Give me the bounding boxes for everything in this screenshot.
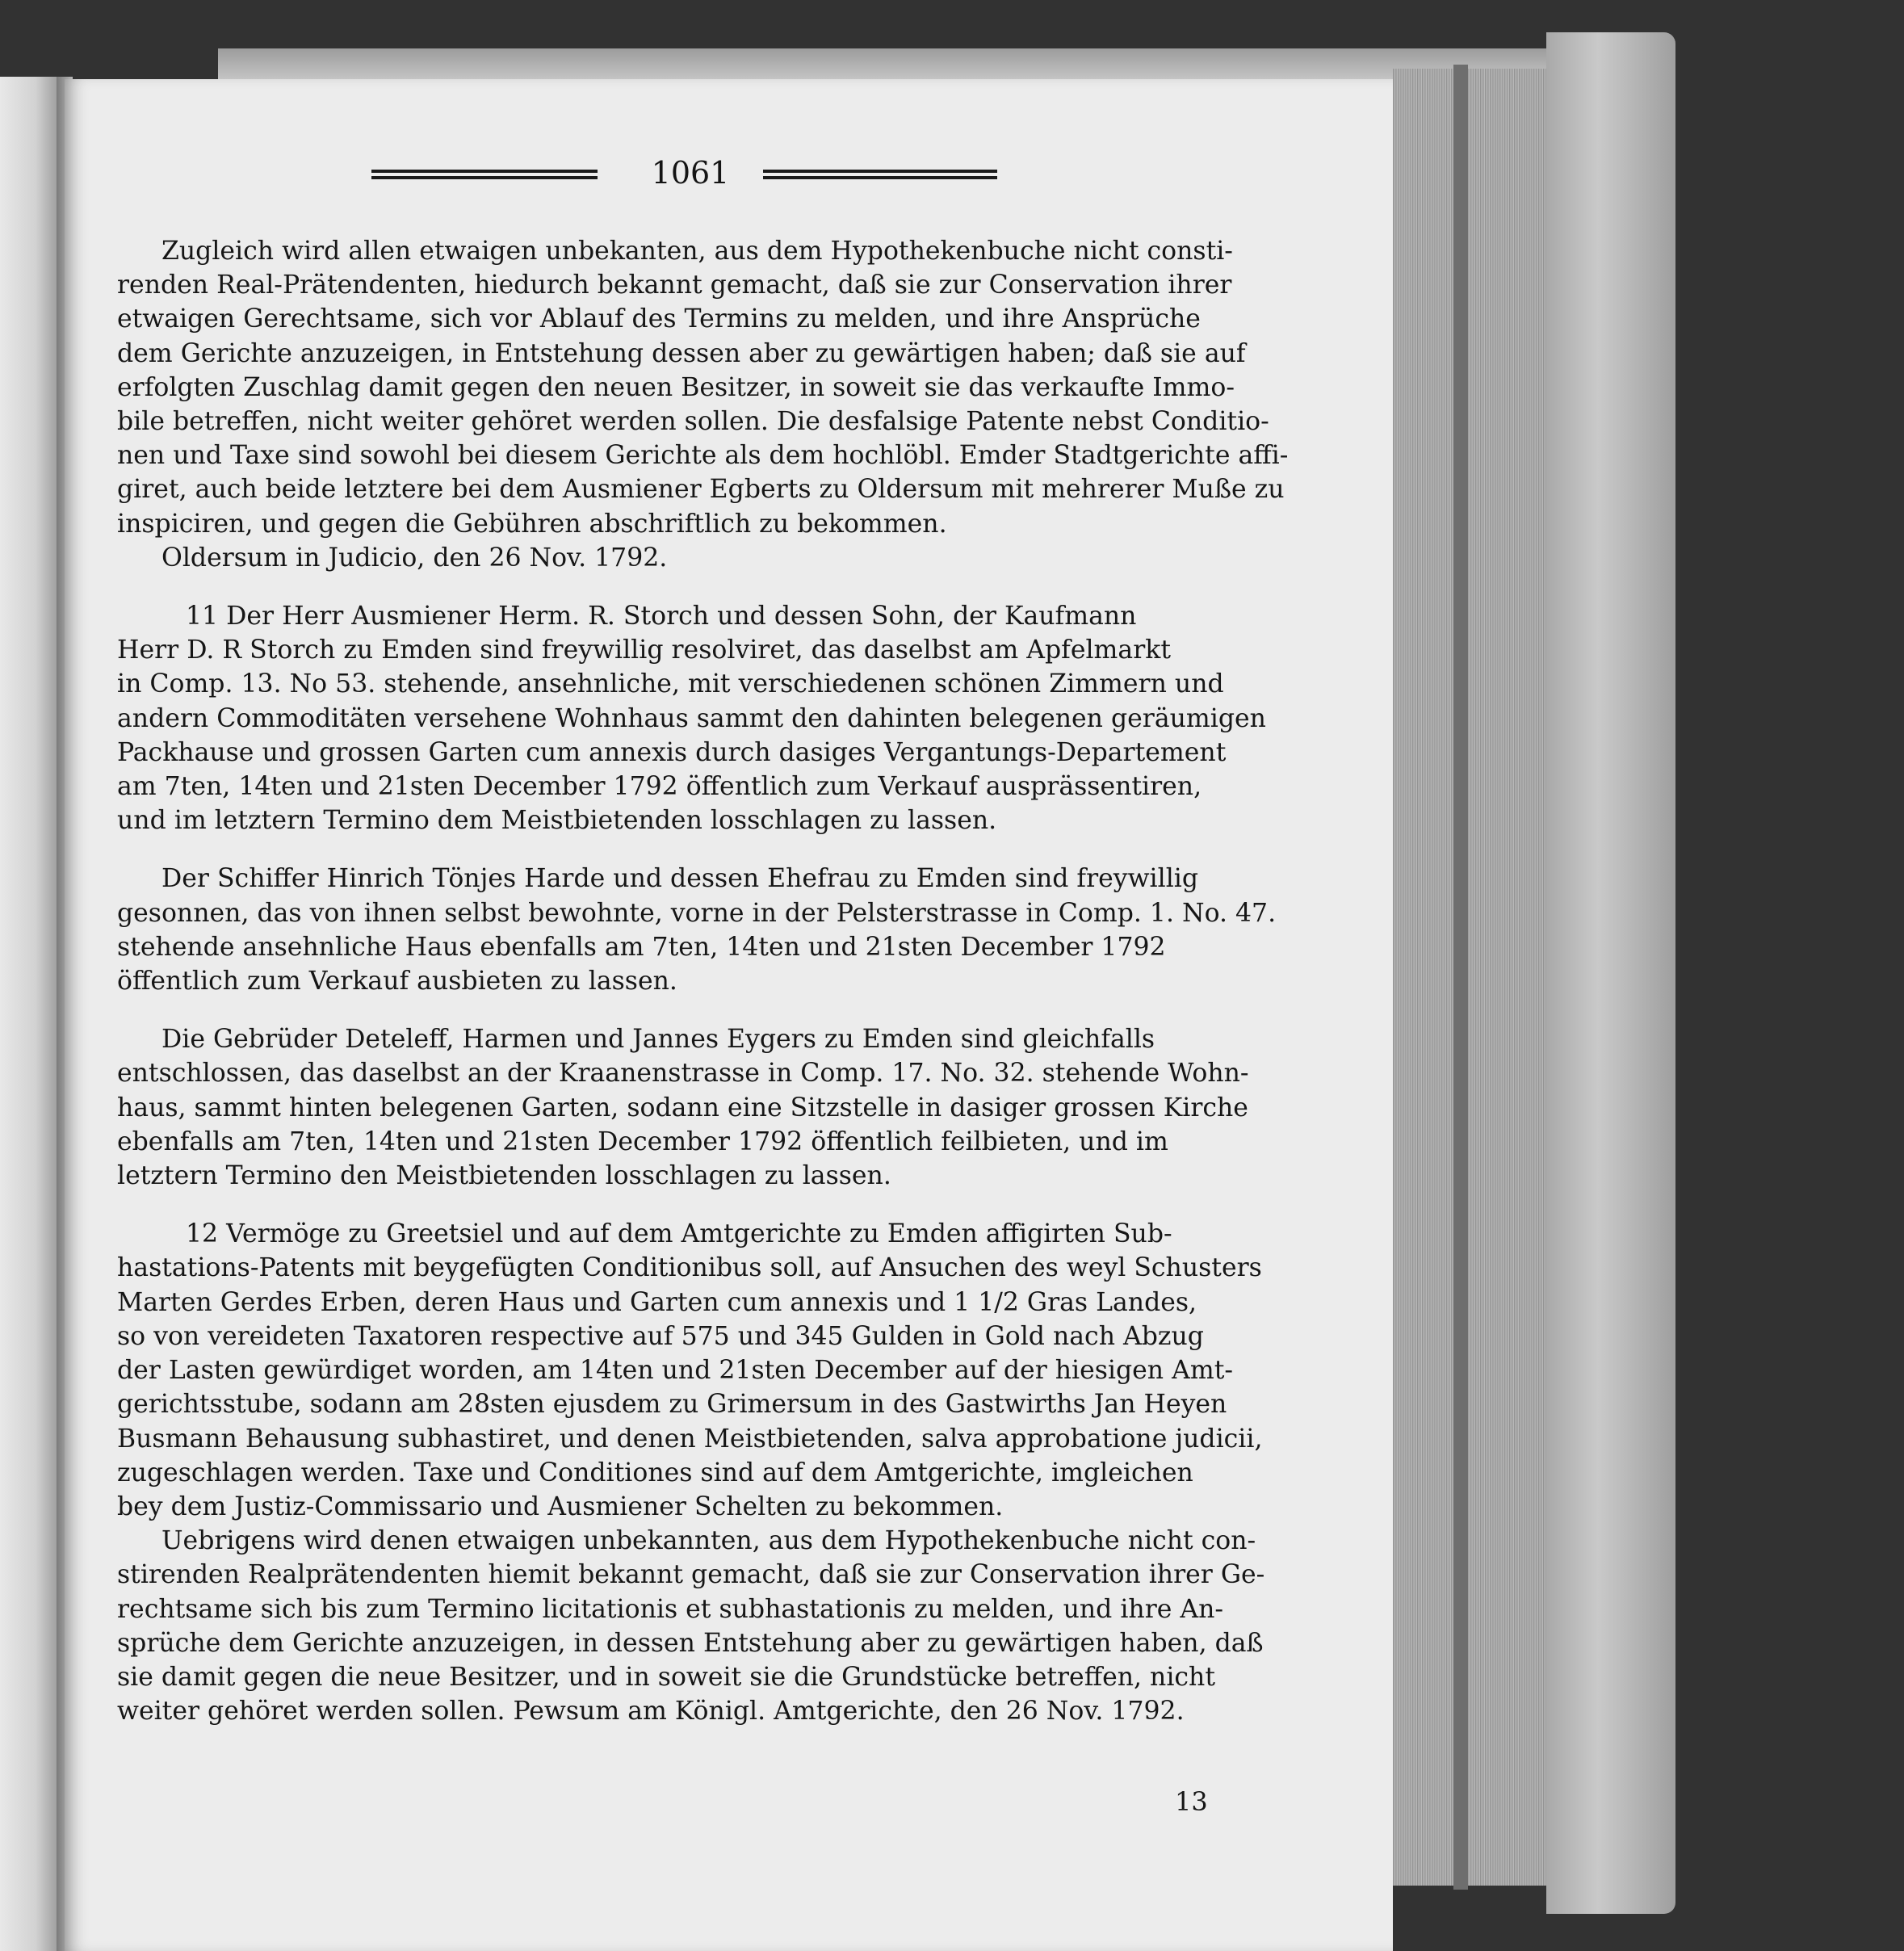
text-line: am 7ten, 14ten und 21sten December 1792 öffentlich zum Verkauf ausprässentiren, — [117, 772, 1202, 802]
paragraph-11-storch — [117, 599, 1272, 837]
text-line: stirenden Realprätendenten hiemit bekannt gemacht, daß sie zur Conservation ihrer Ge- — [117, 1560, 1265, 1590]
header-rule-right — [763, 170, 997, 173]
text-line: 11 Der Herr Ausmiener Herm. R. Storch und dessen Sohn, der Kaufmann — [186, 602, 1137, 631]
paragraph-eygers — [117, 1022, 1272, 1193]
page-header — [371, 155, 1001, 192]
text-line: weiter gehöret werden sollen. Pewsum am Königl. Amtgerichte, den 26 Nov. 1792. — [117, 1697, 1185, 1727]
text-line: sprüche dem Gerichte anzuzeigen, in dessen Entstehung aber zu gewärtigen haben, daß — [117, 1628, 1264, 1658]
text-line: öffentlich zum Verkauf ausbieten zu lassen. — [117, 967, 677, 996]
text-line: dem Gerichte anzuzeigen, in Entstehung dessen aber zu gewärtigen haben; daß sie auf — [117, 338, 1246, 368]
text-line: in Comp. 13. No 53. stehende, ansehnliche, mit verschiedenen schönen Zimmern und — [117, 669, 1224, 699]
header-rule-left — [371, 170, 598, 173]
page-body — [117, 234, 1289, 1728]
text-line: Zugleich wird allen etwaigen unbekanten, aus dem Hypothekenbuche nicht consti- — [161, 237, 1233, 266]
text-line: inspiciren, und gegen die Gebühren abschriftlich zu bekommen. — [117, 509, 947, 539]
text-line: rechtsame sich bis zum Termino licitationis et subhastationis zu melden, und ihre An- — [117, 1594, 1224, 1624]
text-line: renden Real-Prätendenten, hiedurch bekannt gemacht, daß sie zur Conservation ihrer — [117, 271, 1232, 300]
text-line: Marten Gerdes Erben, deren Haus und Garten cum annexis und 1 1/2 Gras Landes, — [117, 1287, 1197, 1317]
text-line: erfolgten Zuschlag damit gegen den neuen Besitzer, in soweit sie das verkaufte Immo- — [117, 372, 1235, 402]
text-line: giret, auch beide letztere bei dem Ausmiener Egberts zu Oldersum mit mehrerer Muße zu — [117, 475, 1285, 505]
text-line: gerichtsstube, sodann am 28sten ejusdem zu Grimersum in des Gastwirths Jan Heyen — [117, 1390, 1227, 1420]
dateline: Oldersum in Judicio, den 26 Nov. 1792. — [161, 543, 668, 573]
text-line: und im letztern Termino dem Meistbietenden losschlagen zu lassen. — [117, 806, 997, 836]
page-number: 1061 — [651, 155, 730, 191]
text-line: stehende ansehnliche Haus ebenfalls am 7ten, 14ten und 21sten December 1792 — [117, 932, 1166, 962]
text-line: gesonnen, das von ihnen selbst bewohnte, vorne in der Pelsterstrasse in Comp. 1. No. 47. — [117, 898, 1277, 928]
facing-page-edge — [0, 77, 65, 1951]
text-line: haus, sammt hinten belegenen Garten, sodann eine Sitzstelle in dasiger grossen Kirche — [117, 1093, 1248, 1122]
text-line: Uebrigens wird denen etwaigen unbekannten, aus dem Hypothekenbuche nicht con- — [161, 1526, 1256, 1556]
catchword: 13 — [1175, 1786, 1208, 1817]
text-line: entschlossen, das daselbst an der Kraanenstrasse in Comp. 17. No. 32. stehende Wohn- — [117, 1059, 1249, 1089]
paragraph-12-gerdes — [117, 1217, 1272, 1524]
text-line: andern Commoditäten versehene Wohnhaus sammt den dahinten belegenen geräumigen — [117, 703, 1266, 733]
text-line: so von vereideten Taxatoren respective auf 575 und 345 Gulden in Gold nach Abzug — [117, 1321, 1204, 1351]
text-line: nen und Taxe sind sowohl bei diesem Gerichte als dem hochlöbl. Emder Stadtgerichte affi- — [117, 441, 1289, 471]
text-line: 12 Vermöge zu Greetsiel und auf dem Amtgerichte zu Emden affigirten Sub- — [186, 1219, 1172, 1249]
paragraph-hypothek-notice — [117, 234, 1289, 575]
paragraph-uebrigens — [117, 1524, 1272, 1728]
text-line: Der Schiffer Hinrich Tönjes Harde und dessen Ehefrau zu Emden sind freywillig — [161, 864, 1199, 894]
text-line: ebenfalls am 7ten, 14ten und 21sten December 1792 öffentlich feilbieten, und im — [117, 1127, 1168, 1156]
text-line: Busmann Behausung subhastiret, und denen Meistbietenden, salva approbatione judicii, — [117, 1424, 1263, 1454]
text-line: hastations-Patents mit beygefügten Conditionibus soll, auf Ansuchen des weyl Schusters — [117, 1253, 1262, 1283]
text-line: bile betreffen, nicht weiter gehöret werden sollen. Die desfalsige Patente nebst Conditio- — [117, 407, 1269, 437]
text-line: der Lasten gewürdiget worden, am 14ten und 21sten December auf der hiesigen Amt- — [117, 1356, 1234, 1386]
paragraph-harde — [117, 862, 1277, 998]
page-block-edges — [1393, 69, 1546, 1886]
text-line: Die Gebrüder Deteleff, Harmen und Jannes Eygers zu Emden sind gleichfalls — [161, 1025, 1155, 1055]
text-line: zugeschlagen werden. Taxe und Conditiones sind auf dem Amtgerichte, imgleichen — [117, 1458, 1193, 1487]
text-line: Packhause und grossen Garten cum annexis durch dasiges Vergantungs-Departement — [117, 737, 1227, 767]
text-line: letztern Termino den Meistbietenden losschlagen zu lassen. — [117, 1161, 891, 1191]
text-line: bey dem Justiz-Commissario und Ausmiener Schelten zu bekommen. — [117, 1492, 1004, 1521]
text-line: etwaigen Gerechtsame, sich vor Ablauf des Termins zu melden, und ihre Ansprüche — [117, 304, 1201, 334]
text-line: sie damit gegen die neue Besitzer, und in soweit sie die Grundstücke betreffen, nicht — [117, 1662, 1215, 1692]
book-cover-edge — [1546, 32, 1675, 1914]
text-line: Herr D. R Storch zu Emden sind freywillig resolviret, das daselbst am Apfelmarkt — [117, 636, 1172, 665]
page-block-divider — [1453, 65, 1468, 1890]
